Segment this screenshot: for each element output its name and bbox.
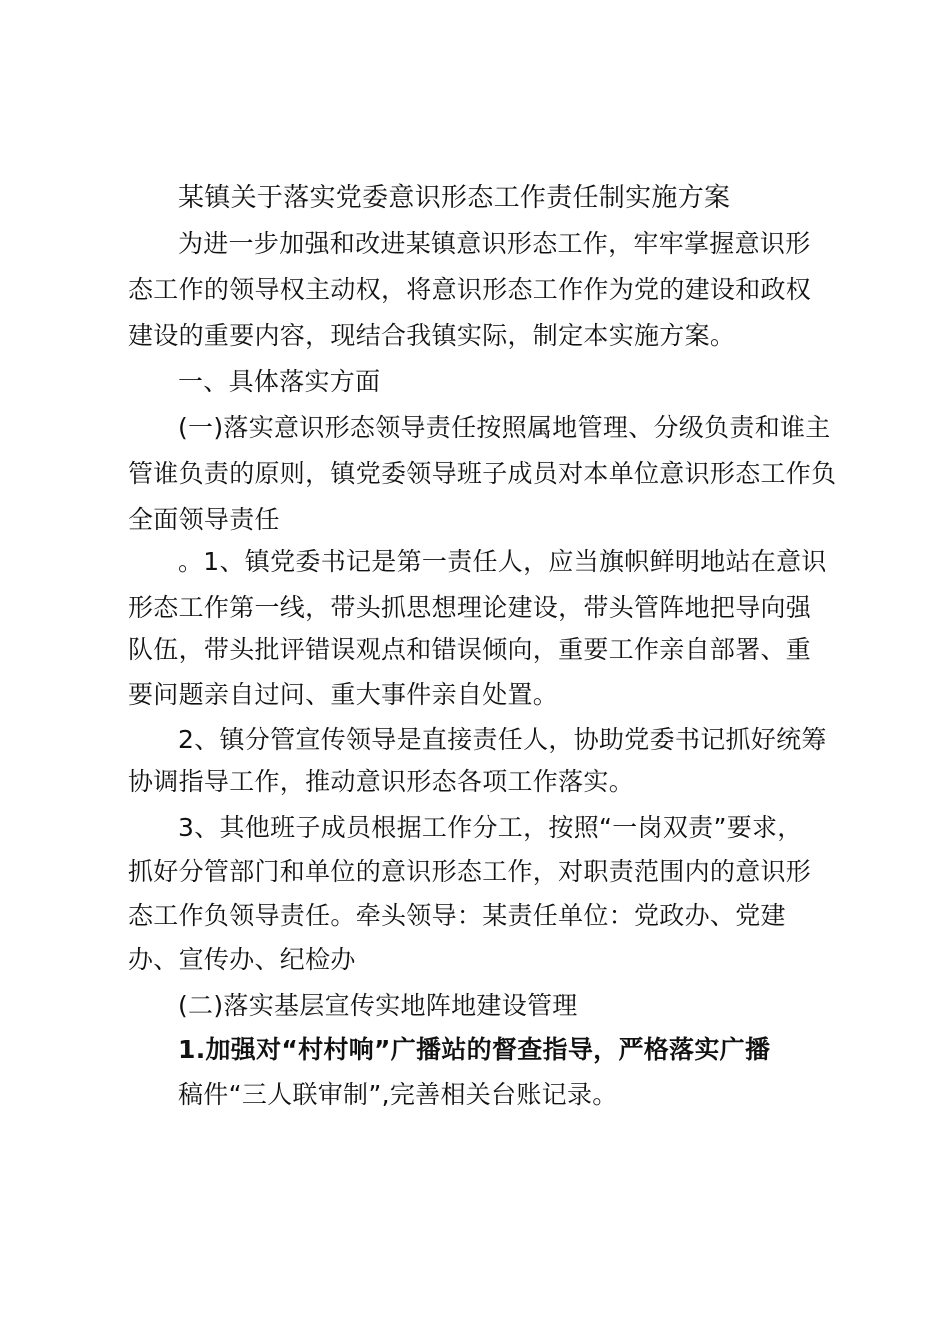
item-3-line-3: 态工作负领导责任。牵头领导：某责任单位：党政办、党建	[128, 901, 786, 930]
item-2-line-2: 协调指导工作，推动意识形态各项工作落实。	[128, 767, 635, 796]
intro-line-2: 态工作的领导权主动权，将意识形态工作作为党的建设和政权	[128, 275, 812, 304]
item-1-line-2: 形态工作第一线，带头抓思想理论建设，带头管阵地把导向强	[128, 593, 812, 622]
subsection-1-line-2: 管谁负责的原则，镇党委领导班子成员对本单位意识形态工作负	[128, 459, 837, 488]
item-1-line-1: 。1、镇党委书记是第一责任人，应当旗帜鲜明地站在意识	[178, 547, 827, 576]
subsection-2-heading: (二)落实基层宣传实地阵地建设管理	[178, 991, 578, 1020]
subsection-1-line-3: 全面领导责任	[128, 505, 280, 534]
document-title: 某镇关于落实党委意识形态工作责任制实施方案	[178, 183, 731, 213]
item-b1-bold-line: 1.加强对“村村响”广播站的督查指导，严格落实广播	[178, 1035, 771, 1064]
item-3-line-4: 办、宣传办、纪检办	[128, 945, 356, 974]
section-heading-1: 一、具体落实方面	[178, 367, 381, 396]
item-b1-line-2: 稿件“三人联审制”,完善相关台账记录。	[178, 1080, 618, 1109]
item-1-line-3: 队伍，带头批评错误观点和错误倾向，重要工作亲自部署、重	[128, 635, 812, 664]
item-3-line-1: 3、其他班子成员根据工作分工，按照“一岗双责”要求，	[178, 813, 803, 842]
item-2-line-1: 2、镇分管宣传领导是直接责任人，协助党委书记抓好统筹	[178, 725, 827, 754]
intro-line-1: 为进一步加强和改进某镇意识形态工作，牢牢掌握意识形	[178, 229, 811, 258]
item-1-line-4: 要问题亲自过问、重大事件亲自处置。	[128, 680, 559, 709]
item-3-line-2: 抓好分管部门和单位的意识形态工作，对职责范围内的意识形	[128, 857, 812, 886]
subsection-1-line-1: (一)落实意识形态领导责任按照属地管理、分级负责和谁主	[178, 413, 831, 442]
intro-line-3: 建设的重要内容，现结合我镇实际，制定本实施方案。	[128, 321, 736, 350]
